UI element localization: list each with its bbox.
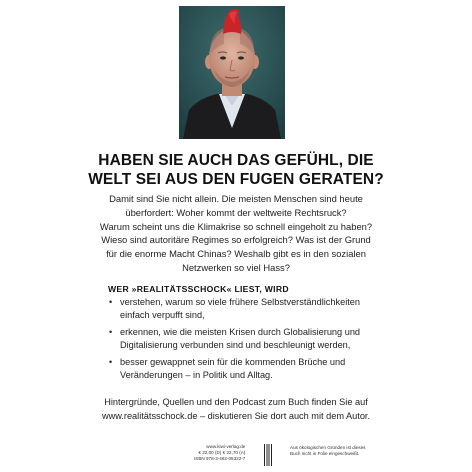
bullet-item	[108, 296, 378, 323]
intro-line: Wieso sind autoritäre Regimes so erfolgreich? Was ist der Grund	[101, 234, 371, 246]
author-portrait-image	[179, 6, 285, 139]
closing-line-1: Hintergründe, Quellen und den Podcast zum Buch finden Sie auf	[104, 397, 368, 407]
intro-paragraph	[0, 192, 472, 275]
eco-note	[290, 445, 366, 457]
bullet-line: verstehen, warum so viele frühere Selbstverständlichkeiten	[120, 297, 361, 307]
eco-note-line-2: Buch nicht in Folie eingeschweißt.	[290, 450, 360, 456]
intro-line: Damit sind Sie nicht allein. Die meisten Menschen sind heute	[109, 193, 363, 204]
intro-line: überfordert: Woher kommt der weltweite Rechtsruck?	[125, 206, 347, 218]
intro-line: für die enorme Macht Chinas? Weshalb gibt es in den sozialen	[106, 248, 366, 260]
headline-line-2: WELT SEI AUS DEN FUGEN GERATEN?	[88, 171, 384, 188]
bullet-list	[108, 296, 378, 385]
bullet-line: Digitalisierung verbunden sind und beschleunigt werden,	[120, 340, 351, 351]
who-section-title: WER »REALITÄTSSCHOCK« LIEST, WIRD	[108, 284, 289, 294]
headline	[0, 151, 472, 189]
intro-line: Netzwerken so viel Hass?	[182, 261, 290, 273]
headline-line-1: HABEN SIE AUCH DAS GEFÜHL, DIE	[98, 152, 374, 169]
bullet-icon: •	[109, 326, 113, 337]
bullet-line: erkennen, wie die meisten Krisen durch Globalisierung und	[120, 326, 361, 337]
publisher-info	[194, 444, 245, 461]
price-label: € 22,00 (D) € 22,70 (A)	[198, 449, 246, 455]
intro-line: Warum scheint uns die Klimakrise so schnell eingeholt zu haben?	[99, 220, 373, 232]
author-photo	[179, 6, 285, 139]
bullet-line: besser gewappnet sein für die kommenden Brüche und	[120, 356, 346, 367]
closing-paragraph	[0, 396, 472, 423]
bullet-icon: •	[109, 297, 113, 307]
closing-line-2: www.realitätsschock.de – diskutieren Sie dort auch mit dem Autor.	[101, 410, 371, 421]
bullet-line: Veränderungen – in Politik und Alltag.	[120, 370, 273, 381]
isbn-label: ISBN 978-3-462-05322-7	[194, 455, 246, 461]
barcode-icon	[264, 444, 273, 466]
bullet-item	[108, 356, 378, 383]
bullet-line: einfach verpufft sind,	[120, 310, 205, 321]
publisher-url: www.kiwi-verlag.de	[206, 444, 246, 449]
eco-note-line-1: Aus ökologischen Gründen ist dieses	[290, 445, 366, 450]
bullet-icon: •	[109, 356, 113, 367]
bullet-item	[108, 326, 378, 353]
